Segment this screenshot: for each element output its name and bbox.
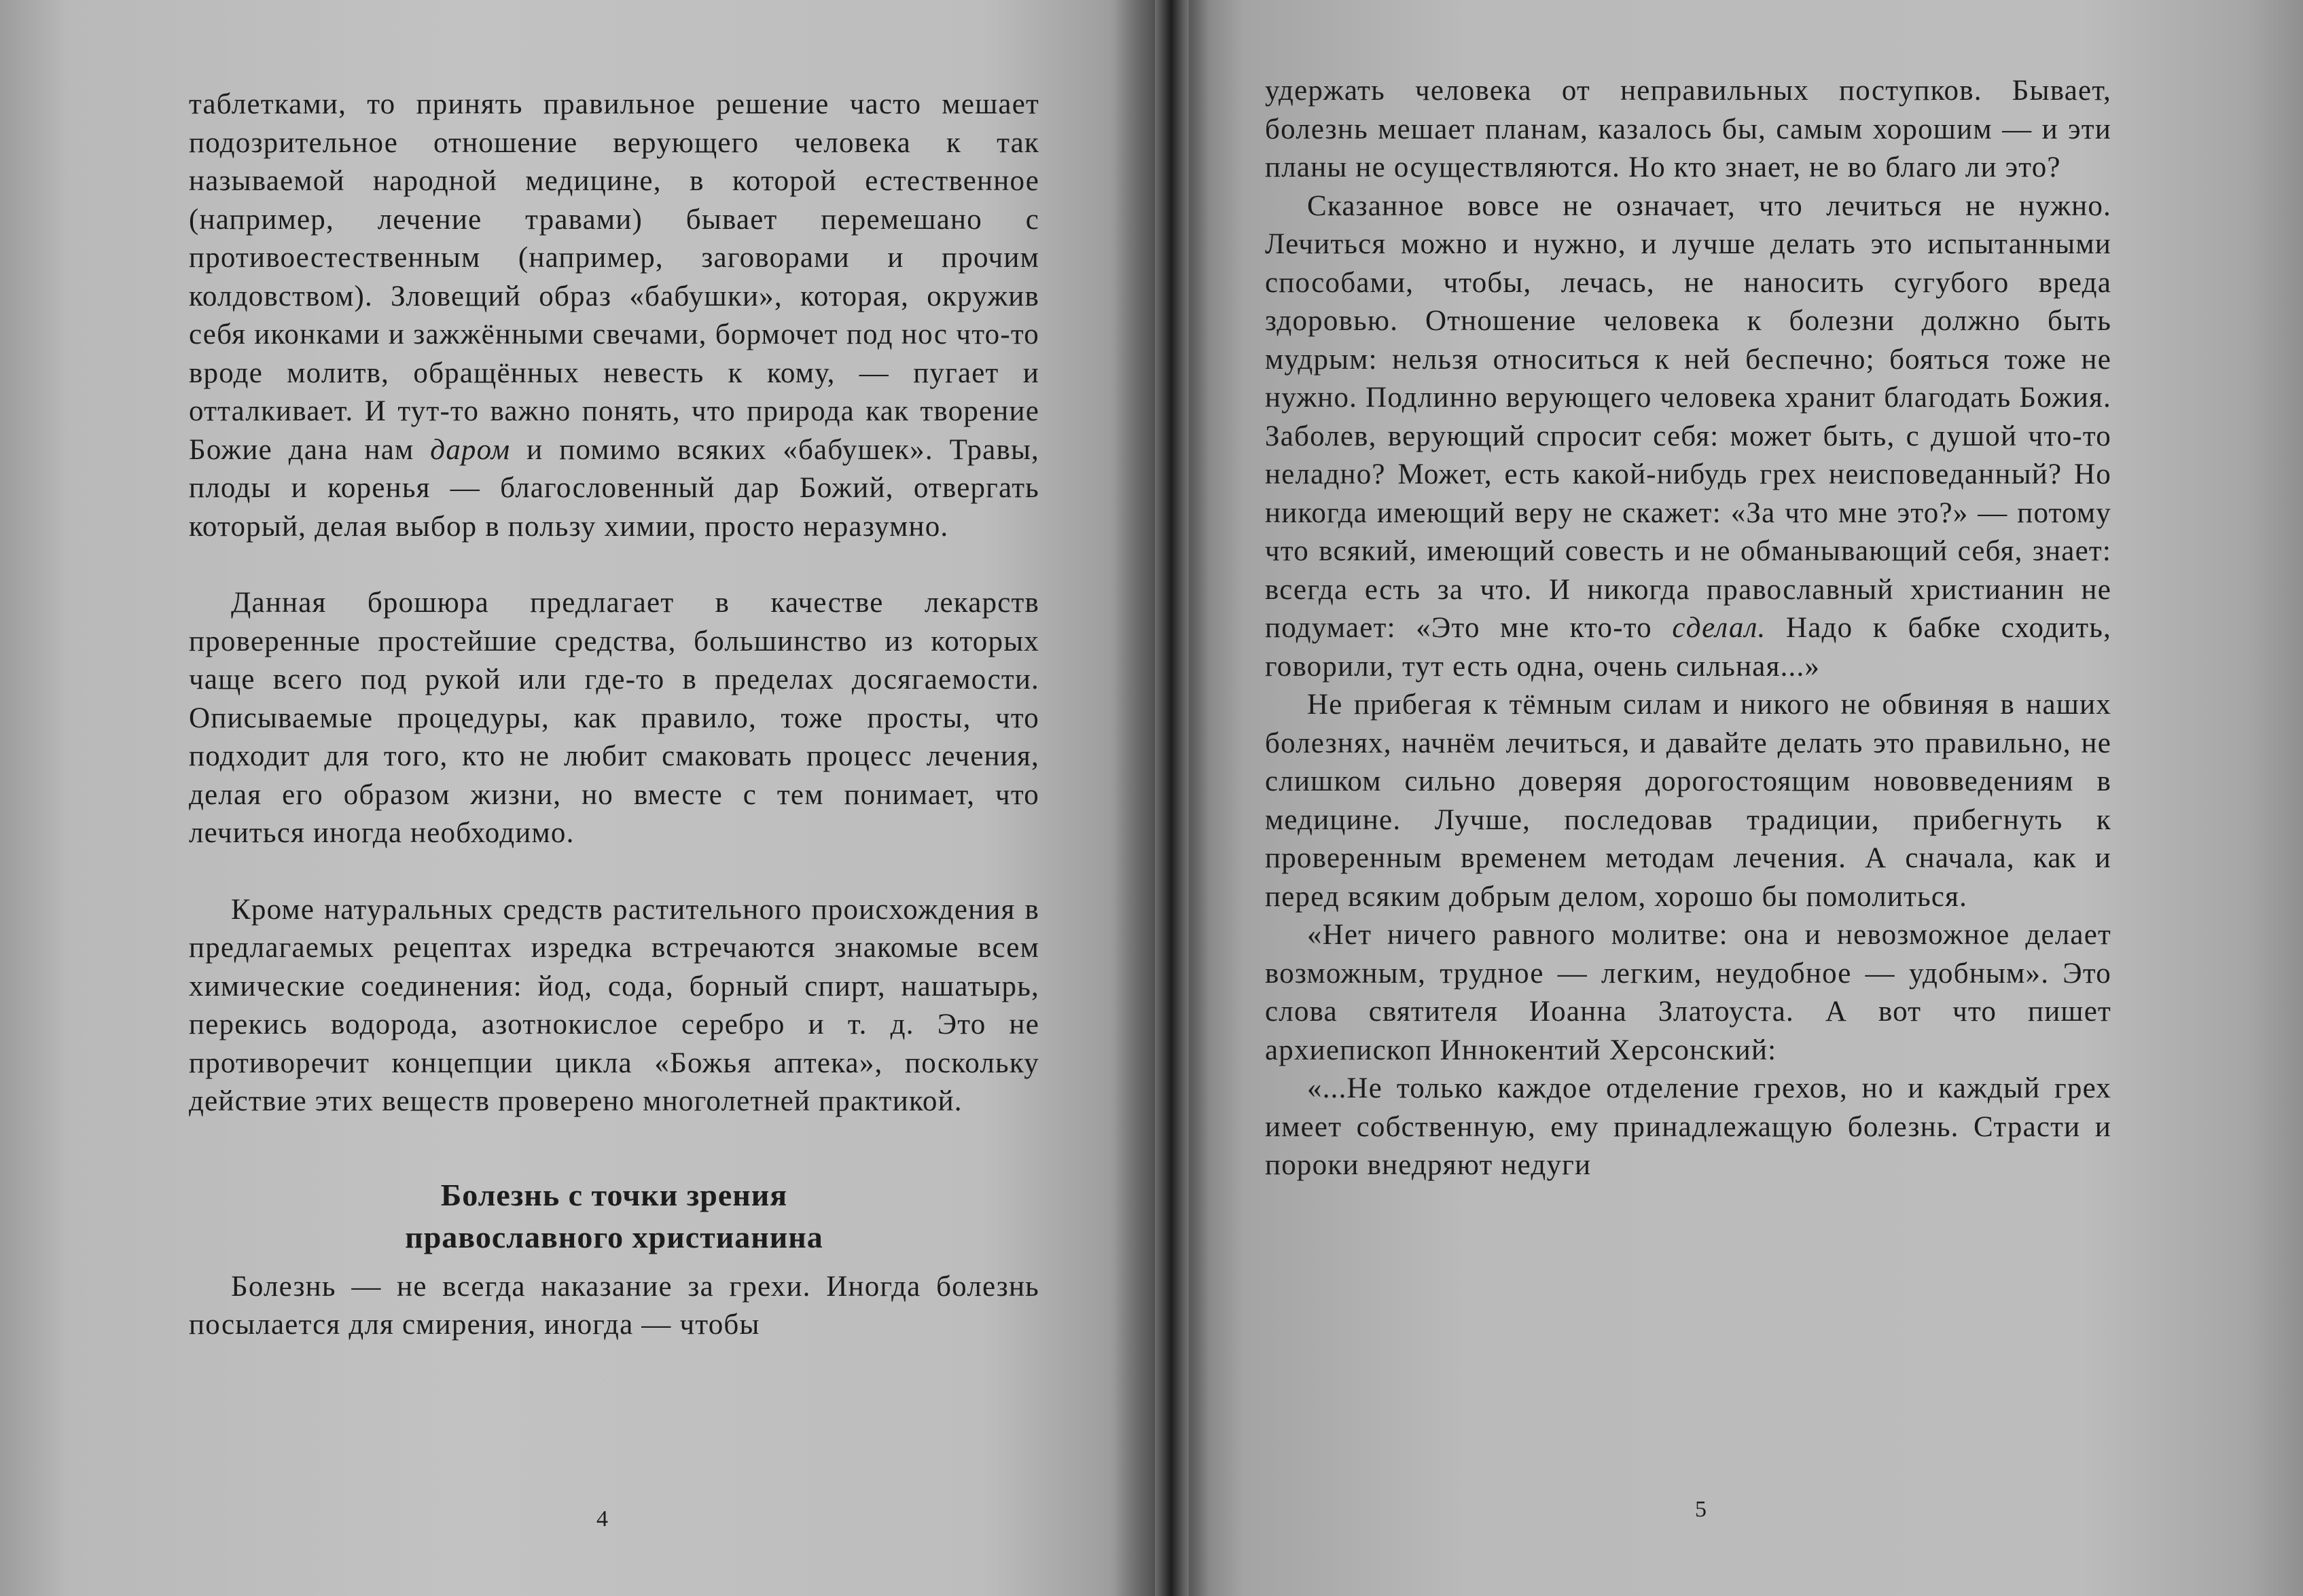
paragraph: Данная брошюра предлагает в качестве лекарств проверенные простейшие средства, большинство из которых чаще всего под рукой или где-то в пределах досягаемости. Описываемые процедуры, как правило, тоже просты, что подходит для того, кто не любит смаковать процесс лечения, делая его образом жизни, но вместе с тем понимает, что лечиться иногда необходимо.	[189, 587, 1039, 849]
emphasis: сделал.	[1672, 612, 1766, 644]
paragraph: таблетками, то принять правильное решение часто мешает подозрительное отношение верующего человека к так называемой народной медицине, в которой естественное (например, лечение травами) бывает перемешано с противоестественным (например, заговорами и прочим колдовством). Зловещий образ «бабушки», которая, окружив себя иконками и зажжёнными свечами, бормочет под нос что-то вроде молитв, обращённых невесть к кому, — пугает и отталкивает. И тут-то важно понять, что природа как творение Божие дана нам даром и помимо всяких «бабушек». Травы, плоды и коренья — благословенный дар Божий, отвергать который, делая выбор в пользу химии, просто неразумно.	[189, 88, 1040, 543]
paragraph: Болезнь — не всегда наказание за грехи. Иногда болезнь посылается для смирения, иногда — чтобы	[189, 1270, 1039, 1341]
paragraph: «...Не только каждое отделение грехов, но и каждый грех имеет собственную, ему принадлежащую болезнь. Страсти и пороки внедряют недуги	[1265, 1072, 2111, 1181]
right-page	[1189, 0, 2303, 1596]
paragraph: удержать человека от неправильных поступков. Бывает, болезнь мешает планам, казалось бы, самым хорошим — и эти планы не осуществляются. Но кто знает, не во благо ли это?	[1265, 75, 2111, 183]
paragraph: Сказанное вовсе не означает, что лечиться не нужно. Лечиться можно и нужно, и лучше делать это испытанными способами, чтобы, лечась, не наносить сугубого вреда здоровью. Отношение человека к болезни должно быть мудрым: нельзя относиться к ней беспечно; бояться тоже не нужно. Подлинно верующего человека хранит благодать Божия. Заболев, верующий спросит себя: может быть, с душой что-то неладно? Может, есть какой-нибудь грех неисповеданный? Но никогда имеющий веру не скажет: «За что мне это?» — потому что всякий, имеющий совесть и не обманывающий себя, знает: всегда есть за что. И никогда православный христианин не подумает: «Это мне кто-то сделал. Надо к бабке сходить, говорили, тут есть одна, очень сильная...»	[1265, 189, 2112, 683]
section-heading: Болезнь с точки зрения православного христианина	[405, 1177, 823, 1254]
page-number: 4	[596, 1506, 608, 1531]
emphasis: даром	[430, 433, 511, 466]
book-gutter	[1114, 0, 1209, 1596]
paragraph: Не прибегая к тёмным силам и никого не обвиняя в наших болезнях, начнём лечиться, и давайте делать это правильно, не слишком сильно доверяя дорогостоящим нововведениям в медицине. Лучше, последовав традиции, прибегнуть к проверенным временем методам лечения. А сначала, как и перед всяким добрым делом, хорошо бы помолиться.	[1265, 689, 2111, 913]
paragraph: Кроме натуральных средств растительного происхождения в предлагаемых рецептах изредка встречаются знакомые всем химические соединения: йод, сода, борный спирт, нашатырь, перекись водорода, азотнокислое серебро и т. д. Это не противоречит концепции цикла «Божья аптека», поскольку действие этих веществ проверено многолетней практикой.	[189, 893, 1039, 1117]
paragraph: «Нет ничего равного молитве: она и невозможное делает возможным, трудное — легким, неудобное — удобным». Это слова святителя Иоанна Златоуста. А вот что пишет архиепископ Иннокентий Херсонский:	[1265, 919, 2111, 1066]
left-page-text	[189, 86, 1039, 1345]
page-number: 5	[1695, 1497, 1707, 1522]
right-page-text	[1265, 72, 2111, 1185]
